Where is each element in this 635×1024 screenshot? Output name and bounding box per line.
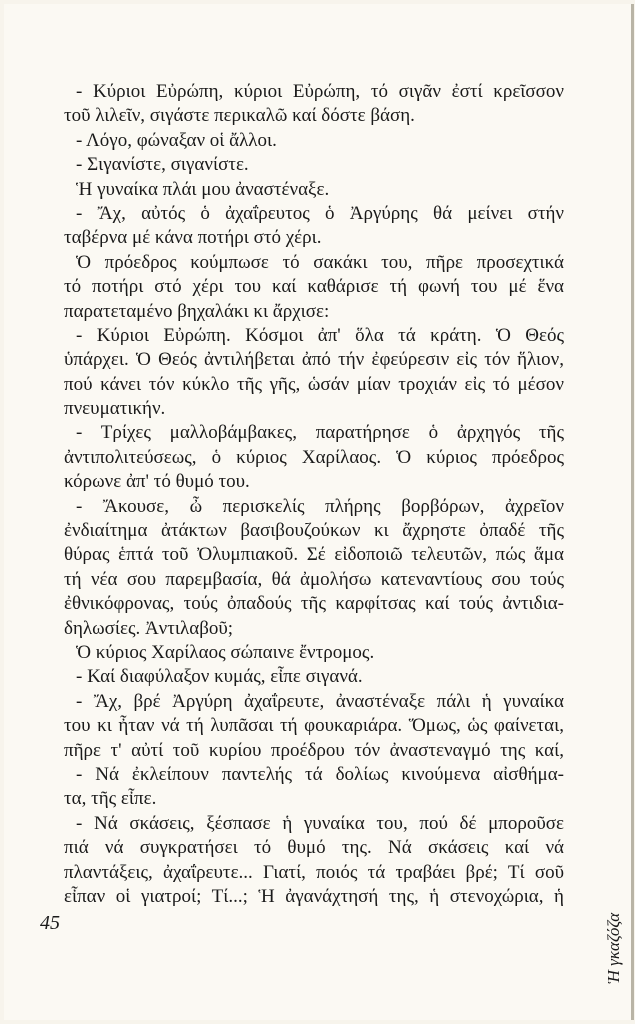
text-line: - Νά ἐκλείπουν παντελής τά δολίως κινούμενα αἰσθήμα- [76, 763, 564, 785]
text-line: - Σιγανίστε, σιγανίστε. [76, 154, 249, 176]
text-line: Ὁ κύριος Χαρίλαος σώπαινε ἔντρομος. [76, 641, 375, 663]
text-line: ὑπάρχει. Ὁ Θεός ἀντιλήβεται ἀπό τήν ἐφεύρεσιν εἰς τόν ἥλιον, [64, 349, 564, 371]
page-number: 45 [40, 912, 60, 934]
text-line: του κι ἦταν νά τή λυπᾶσαι τή φουκαριάρα. Ὅμως, ὡς φαίνεται, [64, 715, 564, 737]
text-line: ἐθνικόφρονας, τούς ὀπαδούς τῆς καρφίτσας καί τούς ἀντιδια- [64, 593, 564, 615]
text-line: τό ποτήρι στό χέρι του καί καθάρισε τή φωνή του μέ ἕνα [64, 276, 564, 298]
text-line: θύρας ἑπτά τοῦ Ὀλυμπιακοῦ. Σέ εἰδοποιῶ τελευτῶν, πώς ἅμα [64, 544, 564, 566]
text-line: δηλωσίες. Ἀντιλαβοῦ; [64, 617, 234, 639]
text-line: Ὁ πρόεδρος κούμπωσε τό σακάκι του, πῆρε προσεχτικά [76, 251, 564, 273]
text-line: - Λόγο, φώναξαν οἱ ἄλλοι. [76, 129, 277, 151]
text-line: - Καί διαφύλαξον κυμάς, εἶπε σιγανά. [76, 666, 363, 688]
text-line: τή νέα σου παρεμβασία, θά ἀμολήσω κατεναντίους σου τούς [64, 568, 564, 590]
text-line: ἀντιπολιτεύσεως, ὁ κύριος Χαρίλαος. Ὁ κύριος πρόεδρος [64, 446, 564, 468]
text-line: ἐνδιαίτημα ἀτάκτων βασιβουζούκων κι ἄχρηστε ὀπαδέ τῆς [64, 520, 564, 542]
text-line: Ἡ γυναίκα πλάι μου ἀναστέναξε. [76, 178, 330, 200]
text-line: - Ἄκουσε, ὦ περισκελίς πλήρης βορβόρων, ἀχρεῖον [76, 495, 564, 517]
text-line: - Κύριοι Εὐρώπη, κύριοι Εὐρώπη, τό σιγᾶν ἐστί κρεῖσσον [76, 81, 564, 102]
text-line: τα, τῆς εἶπε. [64, 788, 157, 810]
text-line: παρατεταμένο βηχαλάκι κι ἄρχισε: [64, 300, 330, 322]
text-line: τοῦ λιλεῖν, σιγάστε περικαλῶ καί δόστε βάση. [64, 105, 415, 127]
text-line: - Νά σκάσεις, ξέσπασε ἡ γυναίκα του, πού δέ μποροῦσε [76, 812, 564, 834]
text-line: πού κάνει τόν κύκλο τῆς γῆς, ὡσάν μίαν τροχιάν εἰς τό μέσον [64, 373, 564, 395]
running-title [580, 884, 623, 994]
text-line: εἶπαν οἱ γιατροί; Τί...; Ἡ ἀγανάχτησή της, ἡ στενοχώρια, ἡ [64, 885, 564, 907]
text-line: - Ἄχ, βρέ Ἀργύρη ἀχαΐρευτε, ἀναστέναξε πάλι ἡ γυναίκα [76, 690, 564, 712]
body-text [64, 80, 564, 909]
text-line: - Ἄχ, αὐτός ὁ ἀχαΐρευτος ὁ Ἀργύρης θά μείνει στήν [76, 202, 564, 224]
text-line: - Τρίχες μαλλοβάμβακες, παρατήρησε ὁ ἀρχηγός τῆς [76, 422, 564, 444]
text-line: ταβέρνα μέ κάνα ποτήρι στό χέρι. [64, 227, 322, 249]
book-page [4, 4, 634, 1020]
running-title-text: Ἡ γκαζόζα [604, 912, 623, 984]
text-line: - Κύριοι Εὐρώπη. Κόσμοι ἀπ' ὅλα τά κράτη. Ὁ Θεός [76, 324, 564, 346]
text-line: πλαντάξεις, ἀχαΐρευτε... Γιατί, ποιός τά τραβάει βρέ; Τί σοῦ [64, 861, 564, 883]
text-line: πῆρε τ' αὐτί τοῦ κυρίου προέδρου τόν ἀναστεναγμό της καί, [64, 739, 564, 761]
text-line: πιά νά συγκρατήσει τό θυμό της. Νά σκάσεις καί νά [64, 837, 564, 859]
text-line: κόρωνε ἀπ' τό θυμό του. [64, 471, 250, 493]
text-line: πνευματικήν. [64, 398, 166, 420]
